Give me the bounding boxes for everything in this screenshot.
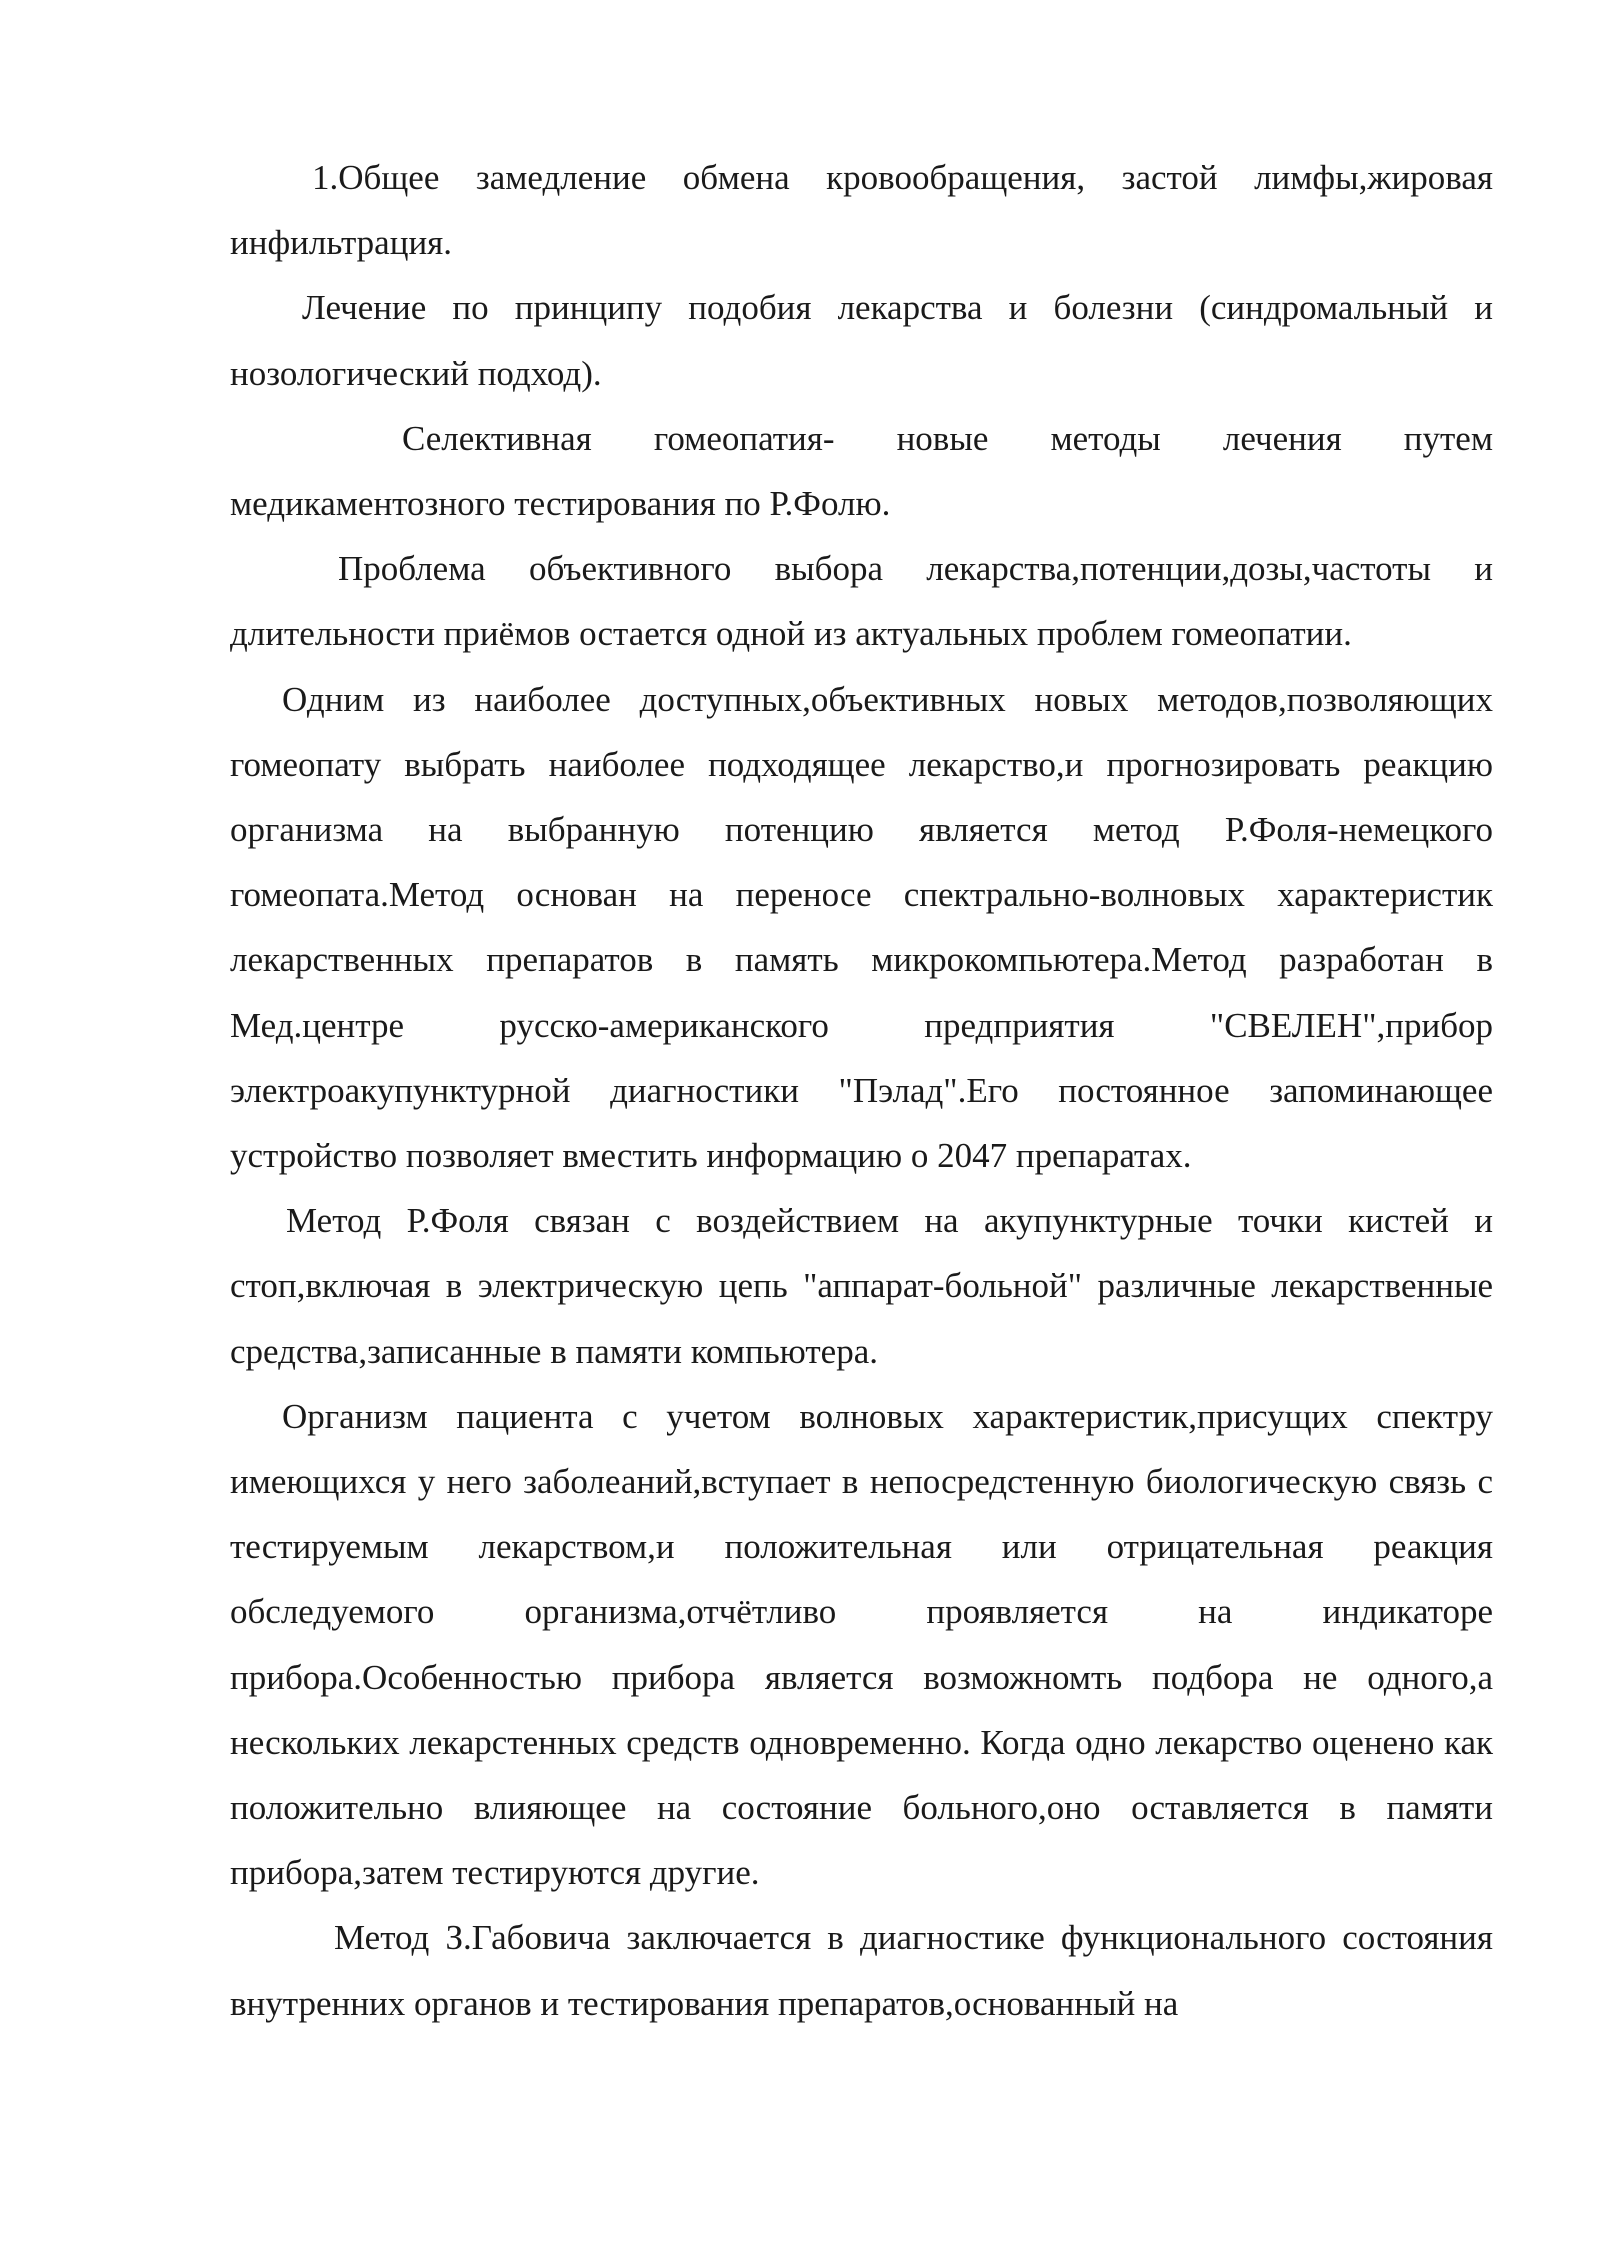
paragraph: Метод Р.Фоля связан с воздействием на акупунктурные точки кистей и стоп,включая в электрическую цепь "аппарат-больной" различные лекарственные средства,записанные в памяти компьютера. — [230, 1201, 1493, 1371]
paragraph: Лечение по принципу подобия лекарства и болезни (синдромальный и нозологический подход). — [230, 288, 1493, 393]
paragraph: Организм пациента с учетом волновых характеристик,присущих спектру имеющихся у него заболеаний,вступает в непосредстенную биологическую связь с тестируемым лекарством,и положительная или отрицательная реакция обследуемого организма,отчётливо проявляется на индикаторе прибора.Особенностью прибора является возможномть подбора не одного,а нескольких лекарстенных средств одновременно. Когда одно лекарство оценено как положительно влияющее на состояние больного,оно оставляется в памяти прибора,затем тестируются другие. — [230, 1396, 1493, 1893]
paragraph: Селективная гомеопатия- новые методы лечения путем медикаментозного тестирования по Р.Фолю. — [230, 418, 1493, 524]
document-body — [230, 145, 1493, 2036]
paragraph: 1.Общее замедление обмена кровообращения, застой лимфы,жировая инфильтрация. — [230, 158, 1493, 263]
paragraph: Проблема объективного выбора лекарства,потенции,дозы,частоты и длительности приёмов остается одной из актуальных проблем гомеопатии. — [230, 549, 1493, 654]
paragraph: Метод З.Габовича заключается в диагностике функционального состояния внутренних органов и тестирования препаратов,основанный на — [230, 1918, 1493, 2023]
paragraph: Одним из наиболее доступных,объективных новых методов,позволяющих гомеопату выбрать наиболее подходящее лекарство,и прогнозировать реакцию организма на выбранную потенцию является метод Р.Фоля-немецкого гомеопата.Метод основан на переносе спектрально-волновых характеристик лекарственных препаратов в память микрокомпьютера.Метод разработан в Мед.центре русско-американского предприятия "СВЕЛЕН",прибор электроакупунктурной диагностики "Пэлад".Его постоянное запоминающее устройство позволяет вместить информацию о 2047 препаратах. — [230, 679, 1493, 1176]
